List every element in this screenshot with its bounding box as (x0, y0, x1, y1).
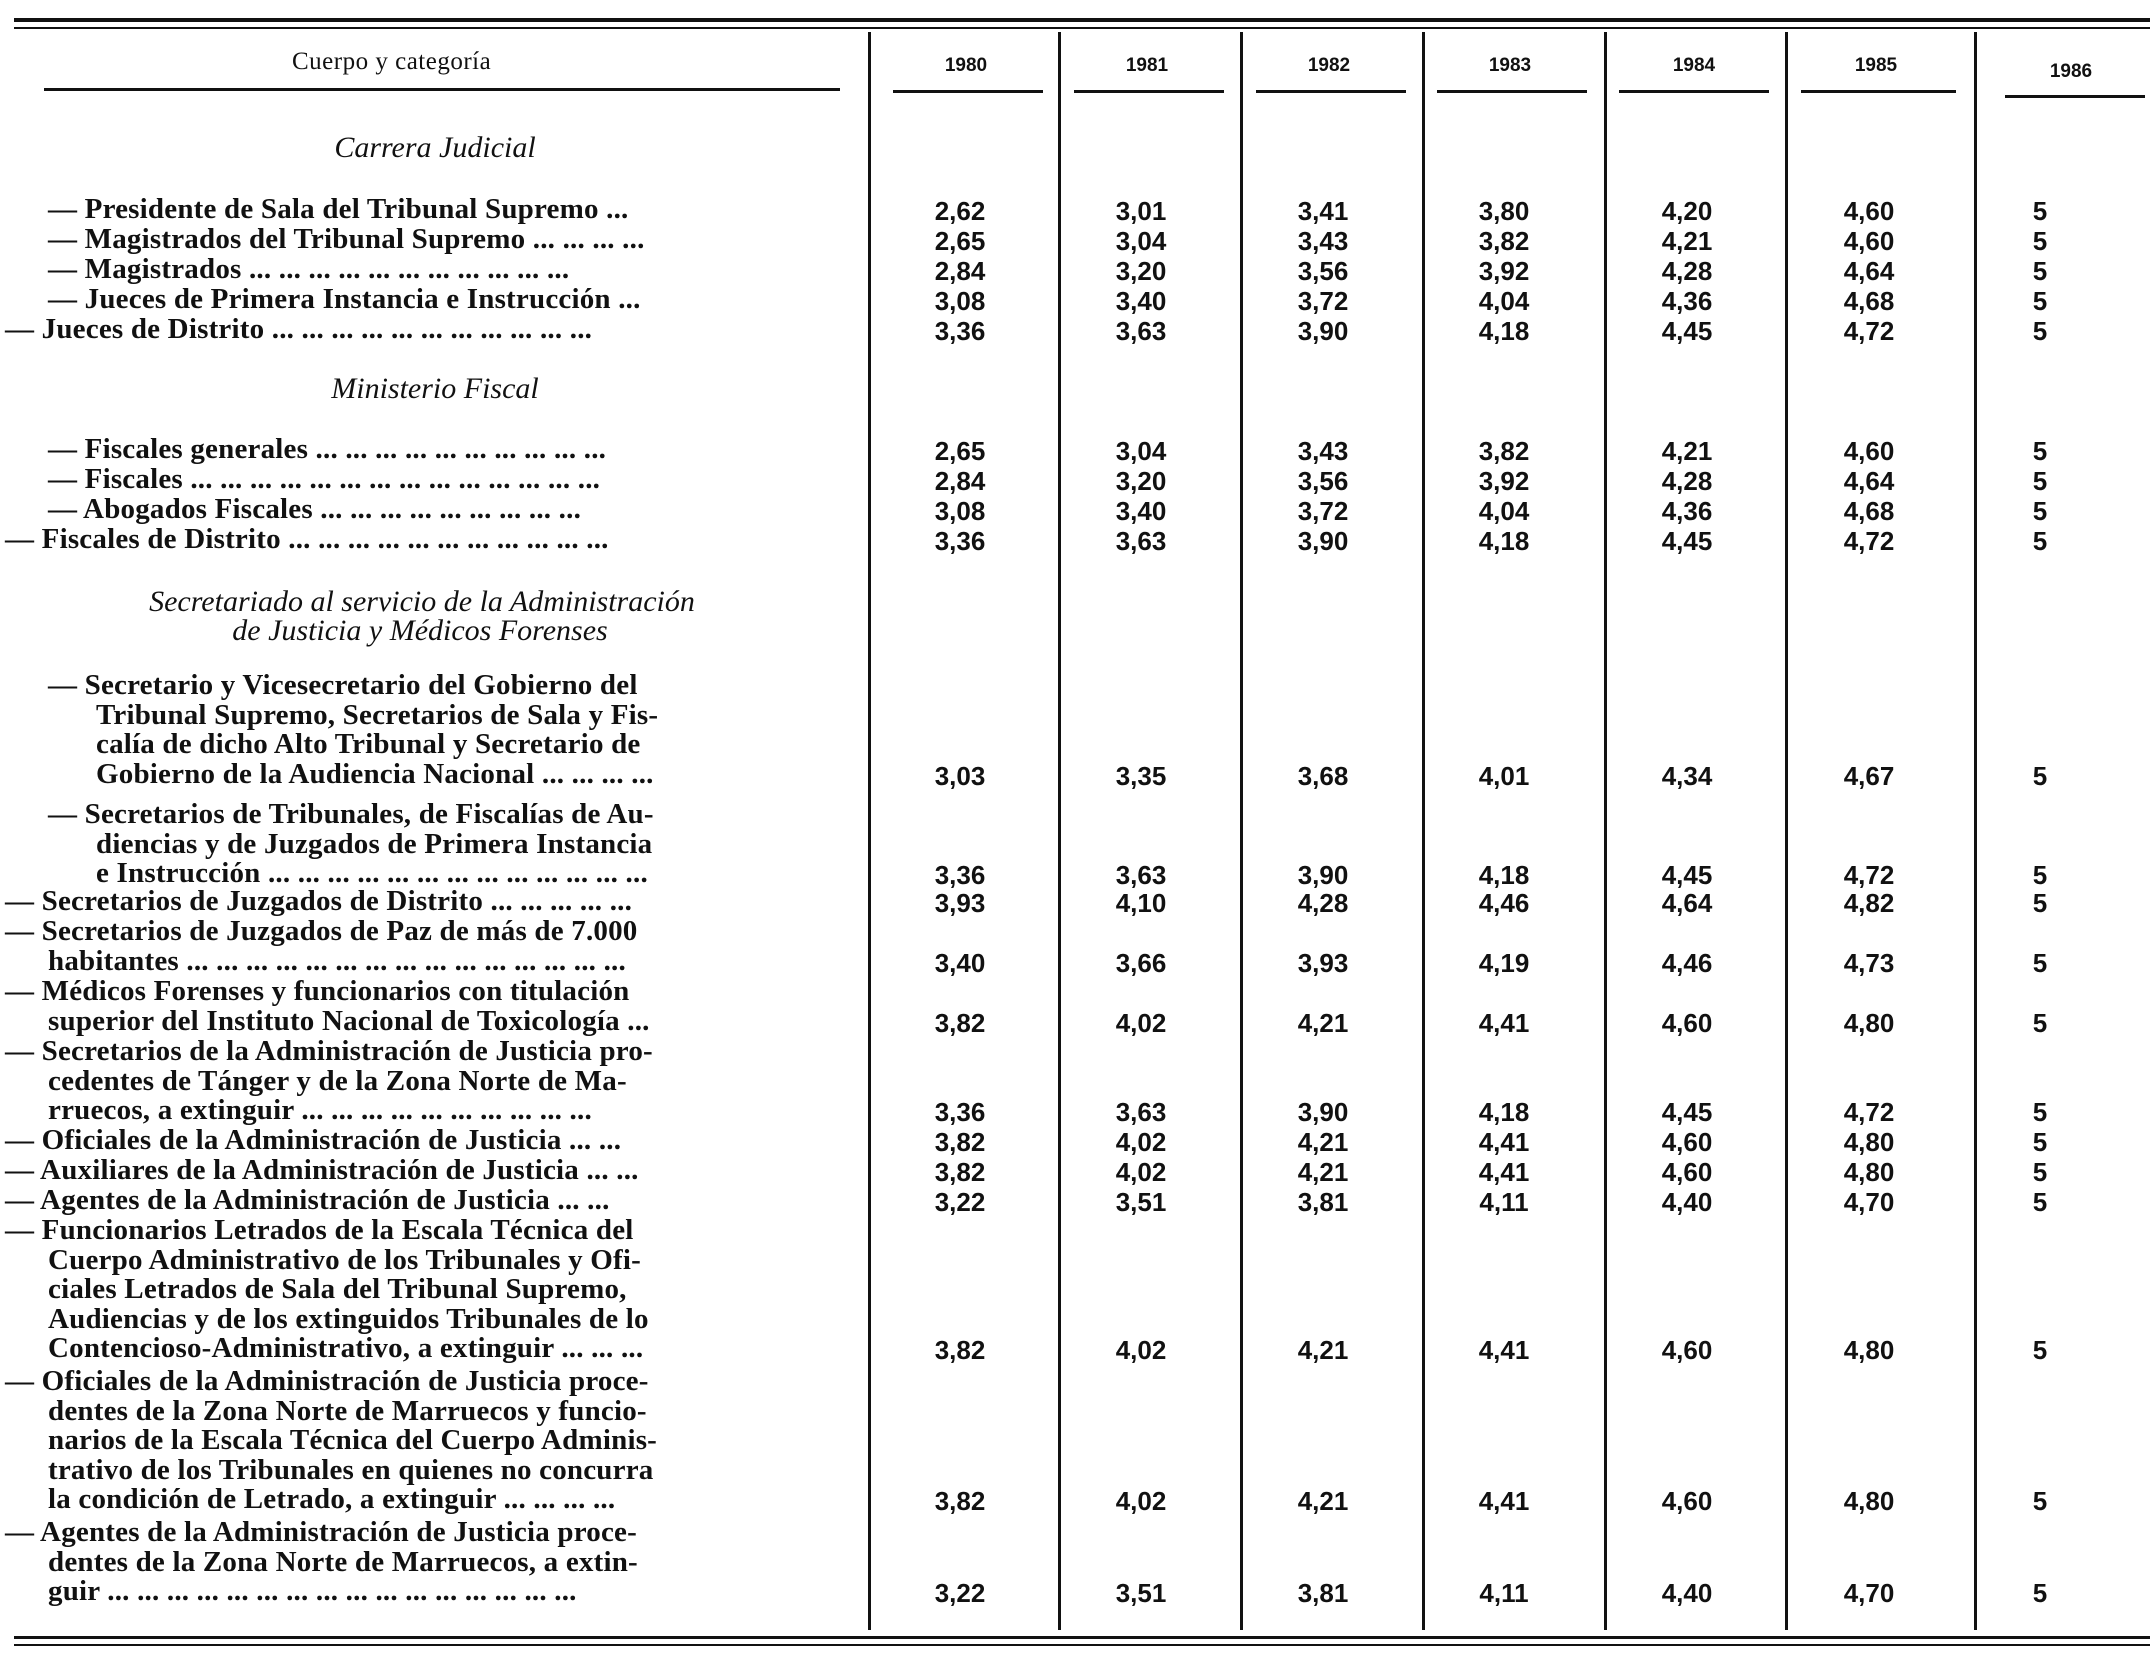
cell-value: 4,01 (1478, 760, 1530, 791)
cell-value: 4,21 (1297, 1486, 1349, 1517)
top-rule-thin (14, 27, 2150, 29)
cell-value: 5 (2032, 760, 2048, 791)
cell-value: 2,62 (934, 196, 986, 226)
cell-value: 3,82 (934, 1486, 986, 1517)
column-divider (1058, 32, 1061, 1630)
column-divider (1604, 32, 1607, 1630)
cell-value: 4,45 (1661, 860, 1713, 891)
cell-value: 4,64 (1843, 466, 1895, 496)
cell-value: 3,01 (1115, 196, 1167, 226)
cell-value: 4,82 (1843, 888, 1895, 918)
row-label-line: — Agentes de la Administración de Justicia ... ... (5, 1184, 610, 1216)
cell-value: 3,51 (1115, 1187, 1167, 1217)
row-label-line: cedentes de Tánger y de la Zona Norte de Ma- (48, 1064, 627, 1097)
cell-value: 4,41 (1478, 1127, 1530, 1157)
cell-value: 4,41 (1478, 1486, 1530, 1517)
row-label-line: — Agentes de la Administración de Justicia proce- (5, 1516, 637, 1548)
cell-value: 4,02 (1115, 1127, 1167, 1157)
column-divider (868, 32, 871, 1630)
cell-value: 4,80 (1843, 1157, 1895, 1187)
header-underline (1256, 90, 1406, 93)
cell-value: 4,64 (1661, 888, 1713, 918)
header-underline (2005, 95, 2145, 98)
cell-value: 4,67 (1843, 760, 1895, 791)
row-label-line: habitantes ... ... ... ... ... ... ... ... ... ... ... ... ... ... ... (48, 944, 626, 977)
header-year: 1983 (1488, 55, 1532, 76)
cell-value: 2,84 (934, 466, 986, 496)
cell-value: 4,36 (1661, 286, 1713, 316)
row-label-line: — Médicos Forenses y funcionarios con titulación (5, 975, 630, 1007)
cell-value: 3,40 (1115, 496, 1167, 526)
cell-value: 4,28 (1661, 256, 1713, 286)
row-label-line: — Fiscales ... ... ... ... ... ... ... ... ... ... ... ... ... ... (48, 463, 601, 495)
cell-value: 3,82 (1478, 436, 1530, 466)
cell-value: 3,40 (1115, 286, 1167, 316)
cell-value: 5 (2032, 316, 2048, 346)
cell-value: 4,19 (1478, 947, 1530, 978)
cell-value: 3,90 (1297, 1097, 1349, 1128)
row-label-line: trativo de los Tribunales en quienes no concurra (48, 1453, 654, 1486)
cell-value: 3,80 (1478, 196, 1530, 226)
header-underline (1437, 90, 1587, 93)
cell-value: 2,65 (934, 226, 986, 256)
bottom-rule-thin (14, 1644, 2150, 1646)
cell-value: 3,35 (1115, 760, 1167, 791)
cell-value: 4,60 (1843, 196, 1895, 226)
top-rule-thick (14, 18, 2150, 22)
row-label-line: calía de dicho Alto Tribunal y Secretario de (96, 728, 641, 761)
header-year: 1981 (1125, 55, 1169, 76)
row-label-line: rruecos, a extinguir ... ... ... ... ... ... ... ... ... ... (48, 1094, 592, 1127)
cell-value: 4,21 (1661, 436, 1713, 466)
cell-value: 4,45 (1661, 316, 1713, 346)
cell-value: 5 (2032, 1187, 2048, 1217)
row-label-line: — Secretarios de Juzgados de Paz de más de 7.000 (5, 915, 638, 947)
cell-value: 4,45 (1661, 526, 1713, 556)
cell-value: 4,36 (1661, 496, 1713, 526)
cell-value: 5 (2032, 496, 2048, 526)
cell-value: 4,04 (1478, 496, 1530, 526)
row-label-line: dentes de la Zona Norte de Marruecos y funcio- (48, 1394, 647, 1427)
cell-value: 5 (2032, 1127, 2048, 1157)
row-label-line: Tribunal Supremo, Secretarios de Sala y Fis- (96, 698, 659, 731)
cell-value: 5 (2032, 256, 2048, 286)
header-category-label: Cuerpo y categoría (292, 48, 492, 75)
header-underline (44, 88, 840, 91)
row-label-line: narios de la Escala Técnica del Cuerpo Adminis- (48, 1424, 658, 1457)
section-heading: Carrera Judicial (334, 131, 536, 164)
cell-value: 3,63 (1115, 1097, 1167, 1128)
cell-value: 5 (2032, 1578, 2048, 1609)
cell-value: 3,82 (934, 1157, 986, 1187)
cell-value: 4,02 (1115, 1157, 1167, 1187)
cell-value: 5 (2032, 526, 2048, 556)
row-label-line: — Jueces de Primera Instancia e Instrucción ... (48, 283, 641, 315)
cell-value: 4,10 (1115, 888, 1167, 918)
cell-value: 4,20 (1661, 196, 1713, 226)
cell-value: 4,60 (1661, 1157, 1713, 1187)
cell-value: 4,21 (1297, 1157, 1349, 1187)
section-heading: de Justicia y Médicos Forenses (232, 614, 608, 647)
cell-value: 3,36 (934, 526, 986, 556)
cell-value: 3,90 (1297, 316, 1349, 346)
cell-value: 4,72 (1843, 860, 1895, 891)
cell-value: 4,21 (1661, 226, 1713, 256)
bottom-rule-thick (14, 1636, 2150, 1639)
cell-value: 4,02 (1115, 1486, 1167, 1517)
column-divider (1240, 32, 1243, 1630)
header-year: 1980 (944, 55, 988, 76)
row-label-line: — Presidente de Sala del Tribunal Supremo ... (48, 193, 629, 225)
row-label-line: — Secretario y Vicesecretario del Gobierno del (48, 669, 638, 701)
row-label-line: Cuerpo Administrativo de los Tribunales y Ofi- (48, 1243, 642, 1276)
cell-value: 5 (2032, 466, 2048, 496)
row-label-line: — Secretarios de Tribunales, de Fiscalías de Au- (48, 798, 654, 830)
cell-value: 4,60 (1661, 1486, 1713, 1517)
cell-value: 4,60 (1661, 1127, 1713, 1157)
cell-value: 3,36 (934, 1097, 986, 1128)
cell-value: 3,81 (1297, 1187, 1349, 1217)
cell-value: 4,18 (1478, 1097, 1530, 1128)
cell-value: 3,03 (934, 760, 986, 791)
cell-value: 2,84 (934, 256, 986, 286)
cell-value: 3,81 (1297, 1578, 1349, 1609)
cell-value: 3,08 (934, 286, 986, 316)
cell-value: 5 (2032, 226, 2048, 256)
cell-value: 4,02 (1115, 1007, 1167, 1038)
cell-value: 3,43 (1297, 226, 1349, 256)
cell-value: 4,64 (1843, 256, 1895, 286)
cell-value: 4,28 (1297, 888, 1349, 918)
cell-value: 3,41 (1297, 196, 1349, 226)
row-label-line: superior del Instituto Nacional de Toxicología ... (48, 1004, 650, 1037)
row-label-line: Contencioso-Administrativo, a extinguir ... ... ... (48, 1332, 644, 1365)
cell-value: 3,82 (934, 1335, 986, 1366)
cell-value: 4,11 (1479, 1578, 1529, 1609)
cell-value: 5 (2032, 286, 2048, 316)
header-underline (1801, 90, 1956, 93)
cell-value: 3,92 (1478, 256, 1530, 286)
cell-value: 4,21 (1297, 1127, 1349, 1157)
cell-value: 4,40 (1661, 1187, 1713, 1217)
row-label-line: la condición de Letrado, a extinguir ... ... ... ... (48, 1483, 616, 1516)
cell-value: 4,41 (1478, 1335, 1530, 1366)
cell-value: 4,21 (1297, 1335, 1349, 1366)
cell-value: 4,80 (1843, 1007, 1895, 1038)
row-label-line: guir ... ... ... ... ... ... ... ... ... ... ... ... ... ... ... ... (48, 1575, 577, 1608)
cell-value: 5 (2032, 1486, 2048, 1517)
cell-value: 3,08 (934, 496, 986, 526)
cell-value: 4,45 (1661, 1097, 1713, 1128)
cell-value: 4,18 (1478, 860, 1530, 891)
cell-value: 4,60 (1843, 436, 1895, 466)
column-divider (1785, 32, 1788, 1630)
row-label-line: diencias y de Juzgados de Primera Instancia (96, 827, 653, 860)
row-label-line: dentes de la Zona Norte de Marruecos, a extin- (48, 1545, 638, 1578)
header-year: 1985 (1854, 55, 1898, 76)
cell-value: 4,60 (1843, 226, 1895, 256)
row-label-line: Audiencias y de los extinguidos Tribunales de lo (48, 1302, 649, 1335)
cell-value: 4,02 (1115, 1335, 1167, 1366)
cell-value: 3,56 (1297, 256, 1349, 286)
cell-value: 4,72 (1843, 526, 1895, 556)
cell-value: 5 (2032, 196, 2048, 226)
row-label-line: — Magistrados ... ... ... ... ... ... ... ... ... ... ... (48, 253, 570, 285)
row-label-line: — Jueces de Distrito ... ... ... ... ... ... ... ... ... ... ... (5, 313, 593, 345)
row-label-line: — Oficiales de la Administración de Justicia ... ... (5, 1124, 622, 1156)
cell-value: 5 (2032, 1097, 2048, 1128)
cell-value: 3,22 (934, 1187, 986, 1217)
cell-value: 3,72 (1297, 496, 1349, 526)
header-underline (1619, 90, 1769, 93)
cell-value: 4,68 (1843, 496, 1895, 526)
cell-value: 4,11 (1479, 1187, 1529, 1217)
row-label-line: — Auxiliares de la Administración de Justicia ... ... (5, 1154, 639, 1186)
cell-value: 3,20 (1115, 256, 1167, 286)
cell-value: 3,90 (1297, 526, 1349, 556)
cell-value: 4,73 (1843, 947, 1895, 978)
row-label-line: — Fiscales de Distrito ... ... ... ... ... ... ... ... ... ... ... (5, 523, 609, 555)
cell-value: 4,34 (1661, 760, 1713, 791)
header-year: 1984 (1672, 55, 1716, 76)
cell-value: 4,04 (1478, 286, 1530, 316)
cell-value: 4,70 (1843, 1187, 1895, 1217)
cell-value: 3,04 (1115, 226, 1167, 256)
row-label-line: Gobierno de la Audiencia Nacional ... ... ... ... (96, 757, 654, 790)
cell-value: 4,28 (1661, 466, 1713, 496)
cell-value: 4,70 (1843, 1578, 1895, 1609)
row-label-line: — Secretarios de la Administración de Justicia pro- (5, 1035, 653, 1067)
cell-value: 3,90 (1297, 860, 1349, 891)
cell-value: 3,04 (1115, 436, 1167, 466)
cell-value: 2,65 (934, 436, 986, 466)
cell-value: 3,20 (1115, 466, 1167, 496)
cell-value: 5 (2032, 888, 2048, 918)
cell-value: 3,66 (1115, 947, 1167, 978)
cell-value: 3,82 (934, 1007, 986, 1038)
row-label-line: — Secretarios de Juzgados de Distrito ... ... ... ... ... (5, 885, 633, 917)
cell-value: 5 (2032, 947, 2048, 978)
header-year: 1982 (1307, 55, 1351, 76)
cell-value: 3,51 (1115, 1578, 1167, 1609)
row-label-line: — Oficiales de la Administración de Justicia proce- (5, 1365, 649, 1397)
cell-value: 4,18 (1478, 526, 1530, 556)
column-divider (1974, 32, 1977, 1630)
cell-value: 4,72 (1843, 1097, 1895, 1128)
row-label-line: — Funcionarios Letrados de la Escala Técnica del (5, 1214, 634, 1246)
cell-value: 4,41 (1478, 1157, 1530, 1187)
cell-value: 4,46 (1661, 947, 1713, 978)
cell-value: 5 (2032, 436, 2048, 466)
cell-value: 5 (2032, 1007, 2048, 1038)
cell-value: 5 (2032, 860, 2048, 891)
row-label-line: e Instrucción ... ... ... ... ... ... ... ... ... ... ... ... ... (96, 857, 648, 890)
cell-value: 3,93 (1297, 947, 1349, 978)
cell-value: 3,36 (934, 316, 986, 346)
cell-value: 3,68 (1297, 760, 1349, 791)
cell-value: 4,21 (1297, 1007, 1349, 1038)
row-label-line: — Abogados Fiscales ... ... ... ... ... ... ... ... ... (48, 493, 582, 525)
cell-value: 3,82 (934, 1127, 986, 1157)
cell-value: 3,93 (934, 888, 986, 918)
row-label-line: — Magistrados del Tribunal Supremo ... ... ... ... (48, 223, 645, 255)
cell-value: 3,36 (934, 860, 986, 891)
cell-value: 4,18 (1478, 316, 1530, 346)
cell-value: 3,43 (1297, 436, 1349, 466)
column-divider (1422, 32, 1425, 1630)
cell-value: 4,40 (1661, 1578, 1713, 1609)
cell-value: 4,72 (1843, 316, 1895, 346)
header-year: 1986 (2049, 61, 2093, 82)
cell-value: 5 (2032, 1335, 2048, 1366)
cell-value: 5 (2032, 1157, 2048, 1187)
cell-value: 3,63 (1115, 526, 1167, 556)
row-label-line: — Fiscales generales ... ... ... ... ... ... ... ... ... ... (48, 433, 607, 465)
cell-value: 3,92 (1478, 466, 1530, 496)
section-heading: Secretariado al servicio de la Administración (149, 585, 695, 618)
cell-value: 3,63 (1115, 860, 1167, 891)
header-underline (1074, 90, 1224, 93)
cell-value: 4,80 (1843, 1127, 1895, 1157)
cell-value: 4,68 (1843, 286, 1895, 316)
cell-value: 4,60 (1661, 1335, 1713, 1366)
cell-value: 4,80 (1843, 1486, 1895, 1517)
cell-value: 4,80 (1843, 1335, 1895, 1366)
cell-value: 3,72 (1297, 286, 1349, 316)
cell-value: 3,40 (934, 947, 986, 978)
section-heading: Ministerio Fiscal (331, 372, 539, 405)
cell-value: 4,60 (1661, 1007, 1713, 1038)
cell-value: 3,22 (934, 1578, 986, 1609)
cell-value: 3,56 (1297, 466, 1349, 496)
cell-value: 4,41 (1478, 1007, 1530, 1038)
row-label-line: ciales Letrados de Sala del Tribunal Supremo, (48, 1273, 627, 1306)
header-underline (893, 90, 1043, 93)
cell-value: 3,82 (1478, 226, 1530, 256)
cell-value: 3,63 (1115, 316, 1167, 346)
cell-value: 4,46 (1478, 888, 1530, 918)
